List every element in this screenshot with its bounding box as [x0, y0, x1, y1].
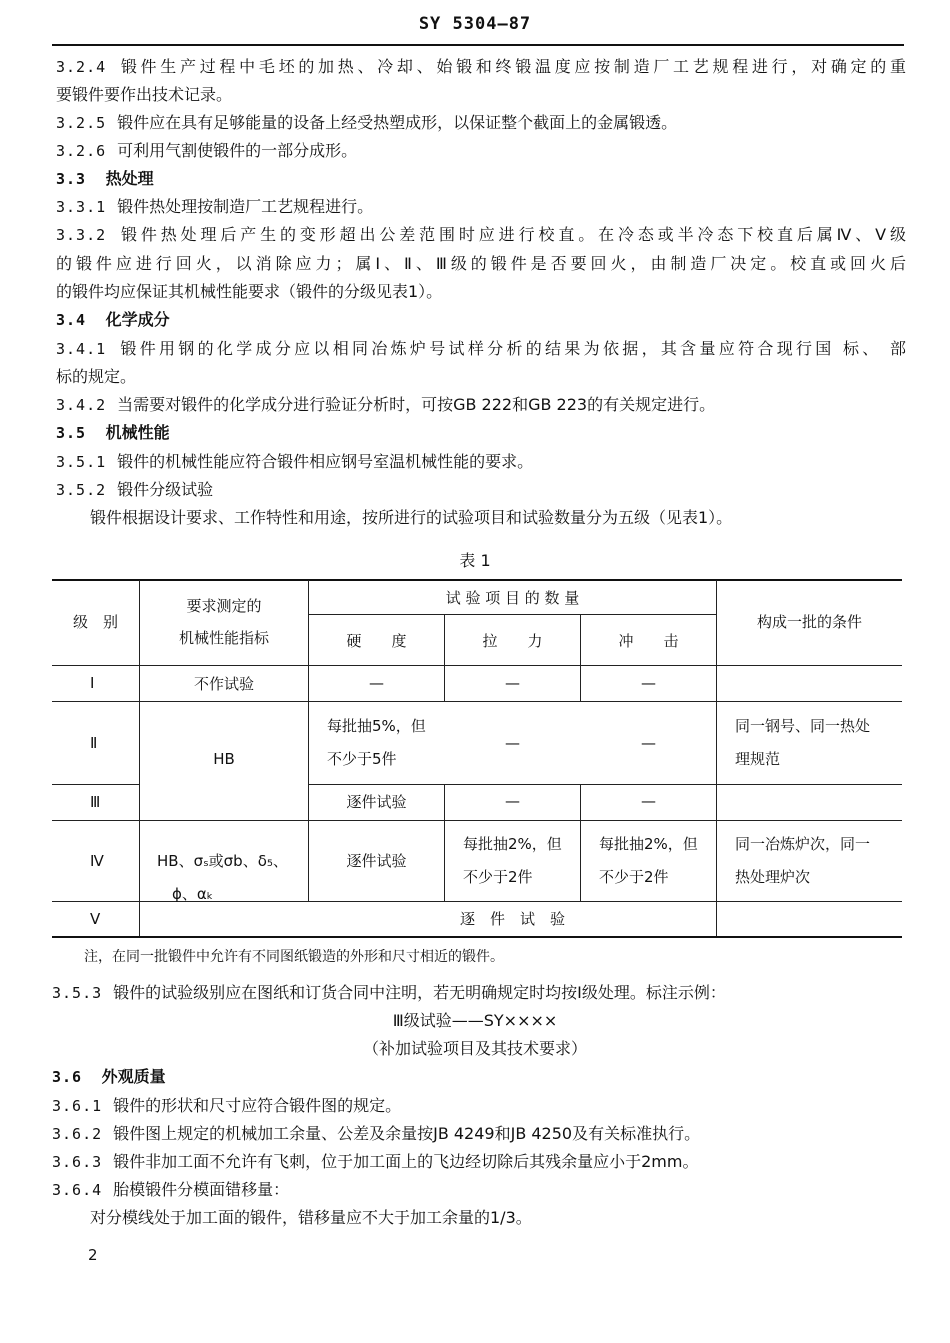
hardness-each: 逐件试验 — [346, 793, 407, 811]
clause-3-2-4 — [56, 56, 906, 78]
section-number: 3.4 — [56, 311, 87, 329]
props-full-line2: ϕ、αₖ — [172, 885, 214, 903]
table-note: 注，在同一批锻件中允许有不同图纸锻造的外形和尺寸相近的锻件。 — [84, 949, 504, 965]
clause-text: 锻件非加工面不允许有飞刺，位于加工面上的飞边经切除后其残余量应小于2mm。 — [113, 1152, 699, 1171]
hardness-each: 逐件试验 — [346, 852, 407, 870]
props-none: 不作试验 — [193, 675, 254, 693]
table-hline — [308, 614, 716, 615]
header-test-quantity: 试 验 项 目 的 数 量 — [445, 589, 580, 607]
impact-sample-line2: 不少于2件 — [599, 868, 669, 886]
condition-line1: 同一冶炼炉次，同一 — [735, 835, 871, 853]
grade-3: Ⅲ — [90, 793, 101, 811]
condition-line2: 热处理炉次 — [735, 868, 811, 886]
clause-3-6-4 — [52, 1179, 289, 1201]
clause-3-5-1 — [56, 451, 533, 473]
page-number: 2 — [88, 1246, 98, 1264]
grade-2: Ⅱ — [90, 734, 98, 752]
dash: — — [505, 792, 520, 810]
dash: — — [369, 674, 384, 692]
clause-text: 锻件用钢的化学成分应以相同冶炼炉号试样分析的结果为依据，其含量应符合现行国 标、 部 — [120, 339, 906, 358]
section-3-6-heading — [52, 1066, 166, 1088]
clause-text: 可利用气割使锻件的一部分成形。 — [117, 141, 358, 160]
clause-number: 3.3.1 — [56, 198, 107, 216]
grade-5: Ⅴ — [90, 910, 101, 928]
clause-3-3-2-cont2: 的锻件均应保证其机械性能要求（锻件的分级见表1）。 — [56, 282, 443, 301]
header-batch-condition: 构成一批的条件 — [756, 613, 862, 631]
dash: — — [641, 674, 656, 692]
section-title: 外观质量 — [101, 1067, 166, 1086]
clause-text: 锻件分级试验 — [117, 480, 214, 499]
clause-number: 3.4.2 — [56, 396, 107, 414]
clause-3-3-1 — [56, 196, 373, 218]
section-number: 3.5 — [56, 424, 87, 442]
table-hline — [52, 701, 902, 702]
tensile-sample-line1: 每批抽2%，但 — [463, 835, 562, 853]
dash: — — [641, 792, 656, 810]
marking-example: Ⅲ级试验——SY×××× — [392, 1011, 558, 1030]
dash: — — [505, 674, 520, 692]
clause-text: 锻件热处理按制造厂工艺规程进行。 — [117, 197, 374, 216]
clause-number: 3.6.2 — [52, 1125, 103, 1143]
clause-3-2-4-cont: 要锻件要作出技术记录。 — [56, 85, 233, 104]
grade-1: Ⅰ — [90, 674, 95, 692]
clause-number: 3.4.1 — [56, 340, 107, 358]
grade-4: Ⅳ — [90, 852, 104, 870]
all-each-test: 逐 件 试 验 — [459, 910, 565, 928]
props-full-line1: HB、σₛ或σb、δ₅、 — [157, 852, 288, 870]
impact-sample-line1: 每批抽2%，但 — [599, 835, 698, 853]
clause-3-2-5 — [56, 112, 677, 134]
table-bottom-rule — [52, 936, 902, 938]
hardness-sample-line1: 每批抽5%，但 — [327, 717, 426, 735]
table-caption: 表 1 — [459, 551, 491, 570]
clause-3-5-3 — [52, 982, 726, 1004]
clause-number: 3.6.4 — [52, 1181, 103, 1199]
section-3-4-heading — [56, 309, 170, 331]
hardness-sample-line2: 不少于5件 — [327, 750, 397, 768]
header-hardness: 硬 度 — [346, 632, 407, 650]
clause-number: 3.2.6 — [56, 142, 107, 160]
clause-3-5-2 — [56, 479, 213, 501]
clause-text: 锻件热处理后产生的变形超出公差范围时应进行校直。在冷态或半冷态下校直后属Ⅳ、Ⅴ级 — [120, 225, 906, 244]
clause-number: 3.5.1 — [56, 453, 107, 471]
header-rule — [52, 44, 904, 46]
header-grade: 级 别 — [72, 613, 118, 631]
section-3-5-heading — [56, 422, 170, 444]
clause-number: 3.2.4 — [56, 58, 107, 76]
clause-3-2-6 — [56, 140, 357, 162]
clause-3-6-4-para: 对分模线处于加工面的锻件，错移量应不大于加工余量的1/3。 — [90, 1208, 532, 1227]
table-hline — [52, 820, 902, 821]
marking-example-note: （补加试验项目及其技术要求） — [362, 1039, 587, 1058]
doc-number-header: SY 5304—87 — [418, 14, 532, 34]
clause-number: 3.5.2 — [56, 481, 107, 499]
clause-3-4-1 — [56, 338, 906, 360]
clause-3-6-1 — [52, 1095, 401, 1117]
clause-3-3-2 — [56, 224, 906, 246]
clause-3-4-2 — [56, 394, 715, 416]
clause-number: 3.5.3 — [52, 984, 103, 1002]
table-hline — [52, 784, 140, 785]
clause-text: 锻件的试验级别应在图纸和订货合同中注明，若无明确规定时均按Ⅰ级处理。标注示例： — [113, 983, 726, 1002]
header-impact: 冲 击 — [618, 632, 679, 650]
section-title: 机械性能 — [105, 423, 170, 442]
header-props-line1: 要求测定的 — [186, 597, 262, 615]
section-title: 化学成分 — [105, 310, 170, 329]
clause-number: 3.6.3 — [52, 1153, 103, 1171]
clause-number: 3.3.2 — [56, 226, 107, 244]
header-tensile: 拉 力 — [482, 632, 543, 650]
section-title: 热处理 — [105, 169, 154, 188]
clause-number: 3.6.1 — [52, 1097, 103, 1115]
tensile-sample-line2: 不少于2件 — [463, 868, 533, 886]
clause-text: 锻件图上规定的机械加工余量、公差及余量按JB 4249和JB 4250及有关标准执行。 — [113, 1124, 701, 1143]
clause-text: 当需要对锻件的化学成分进行验证分析时，可按GB 222和GB 223的有关规定进行。 — [117, 395, 716, 414]
clause-3-6-3 — [52, 1151, 698, 1173]
clause-text: 锻件生产过程中毛坯的加热、冷却、始锻和终锻温度应按制造厂工艺规程进行，对确定的重 — [120, 57, 906, 76]
dash: — — [505, 734, 520, 752]
table-hline — [308, 784, 902, 785]
clause-3-5-2-para: 锻件根据设计要求、工作特性和用途，按所进行的试验项目和试验数量分为五级（见表1）。 — [90, 508, 733, 527]
condition-line2: 理规范 — [735, 750, 781, 768]
clause-3-4-1-cont: 标的规定。 — [56, 367, 137, 386]
section-3-3-heading — [56, 168, 154, 190]
condition-line1: 同一钢号、同一热处 — [735, 717, 871, 735]
clause-text: 锻件应在具有足够能量的设备上经受热塑成形，以保证整个截面上的金属锻透。 — [117, 113, 678, 132]
dash: — — [641, 734, 656, 752]
header-props-line2: 机械性能指标 — [178, 629, 269, 647]
clause-number: 3.2.5 — [56, 114, 107, 132]
table-top-rule — [52, 579, 902, 581]
clause-text: 锻件的形状和尺寸应符合锻件图的规定。 — [113, 1096, 402, 1115]
clause-text: 锻件的机械性能应符合锻件相应钢号室温机械性能的要求。 — [117, 452, 534, 471]
props-hb: HB — [213, 750, 235, 768]
clause-3-6-2 — [52, 1123, 700, 1145]
clause-text: 胎模锻件分模面错移量： — [113, 1180, 290, 1199]
table-vline — [716, 580, 717, 936]
section-number: 3.6 — [52, 1068, 83, 1086]
section-number: 3.3 — [56, 170, 87, 188]
table-hline — [52, 665, 902, 666]
clause-3-3-2-cont1: 的锻件应进行回火，以消除应力；属Ⅰ、Ⅱ、Ⅲ级的锻件是否要回火，由制造厂决定。校直或回火后 — [56, 254, 906, 273]
